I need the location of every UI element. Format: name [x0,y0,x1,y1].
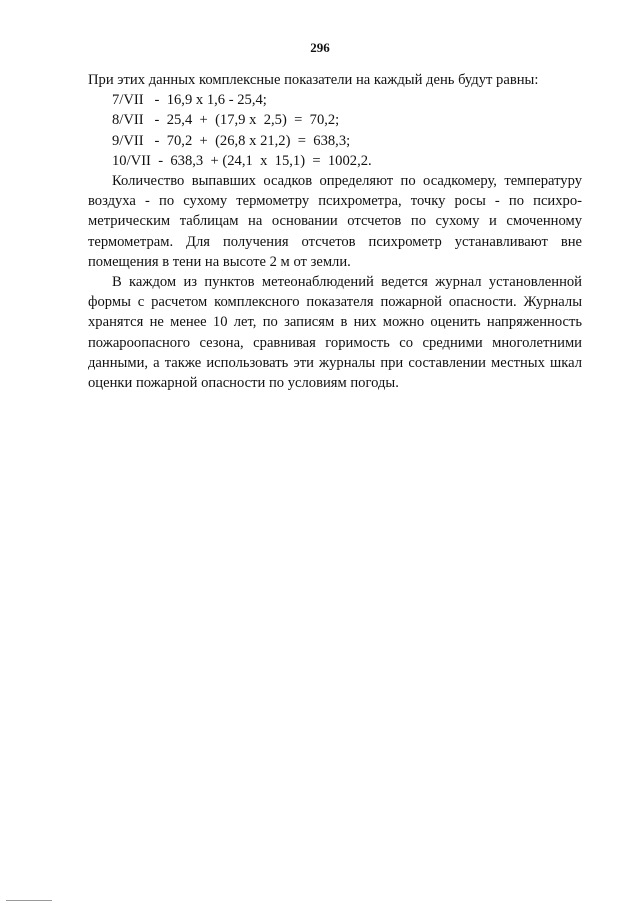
calculation-line: 10/VII - 638,3 + (24,1 х 15,1) = 1002,2. [112,152,372,169]
journal-paragraph: В каждом из пунктов метеонаблюдений ведется журнал установленной формы с расчетом комплексного показателя пожарной опасности. Журналы хранятся не менее 10 лет, по записям в них можно оценить напряженность пожароопасного сезона, сравнивая горимость со средними многолетними данными, а также использовать эти журналы при составлении местных шкал оценки пожарной опасности по условиям погоды. [88,274,582,392]
measurement-paragraph: Количество выпавших осадков определяют по осадкомеру, температуру воздуха - по сухому термометру психрометра, точку росы - по психро-метрическим таблицам на основании отсчетов по сухому и смоченному термометрам. Для получения отсчетов психрометр устанавливают вне помещения в тени на высоте 2 м от земли. [88,173,582,270]
calculation-line: 8/VII - 25,4 + (17,9 х 2,5) = 70,2; [112,112,340,129]
calculation-line: 7/VII - 16,9 х 1,6 - 25,4; [112,92,267,109]
calculation-line: 9/VII - 70,2 + (26,8 х 21,2) = 638,3; [112,132,351,149]
intro-paragraph: При этих данных комплексные показатели на каждый день будут равны: [88,72,539,88]
footer-divider [6,900,52,901]
calculation-list [88,90,582,171]
page-number: 296 [310,40,330,55]
page-body [88,70,582,393]
